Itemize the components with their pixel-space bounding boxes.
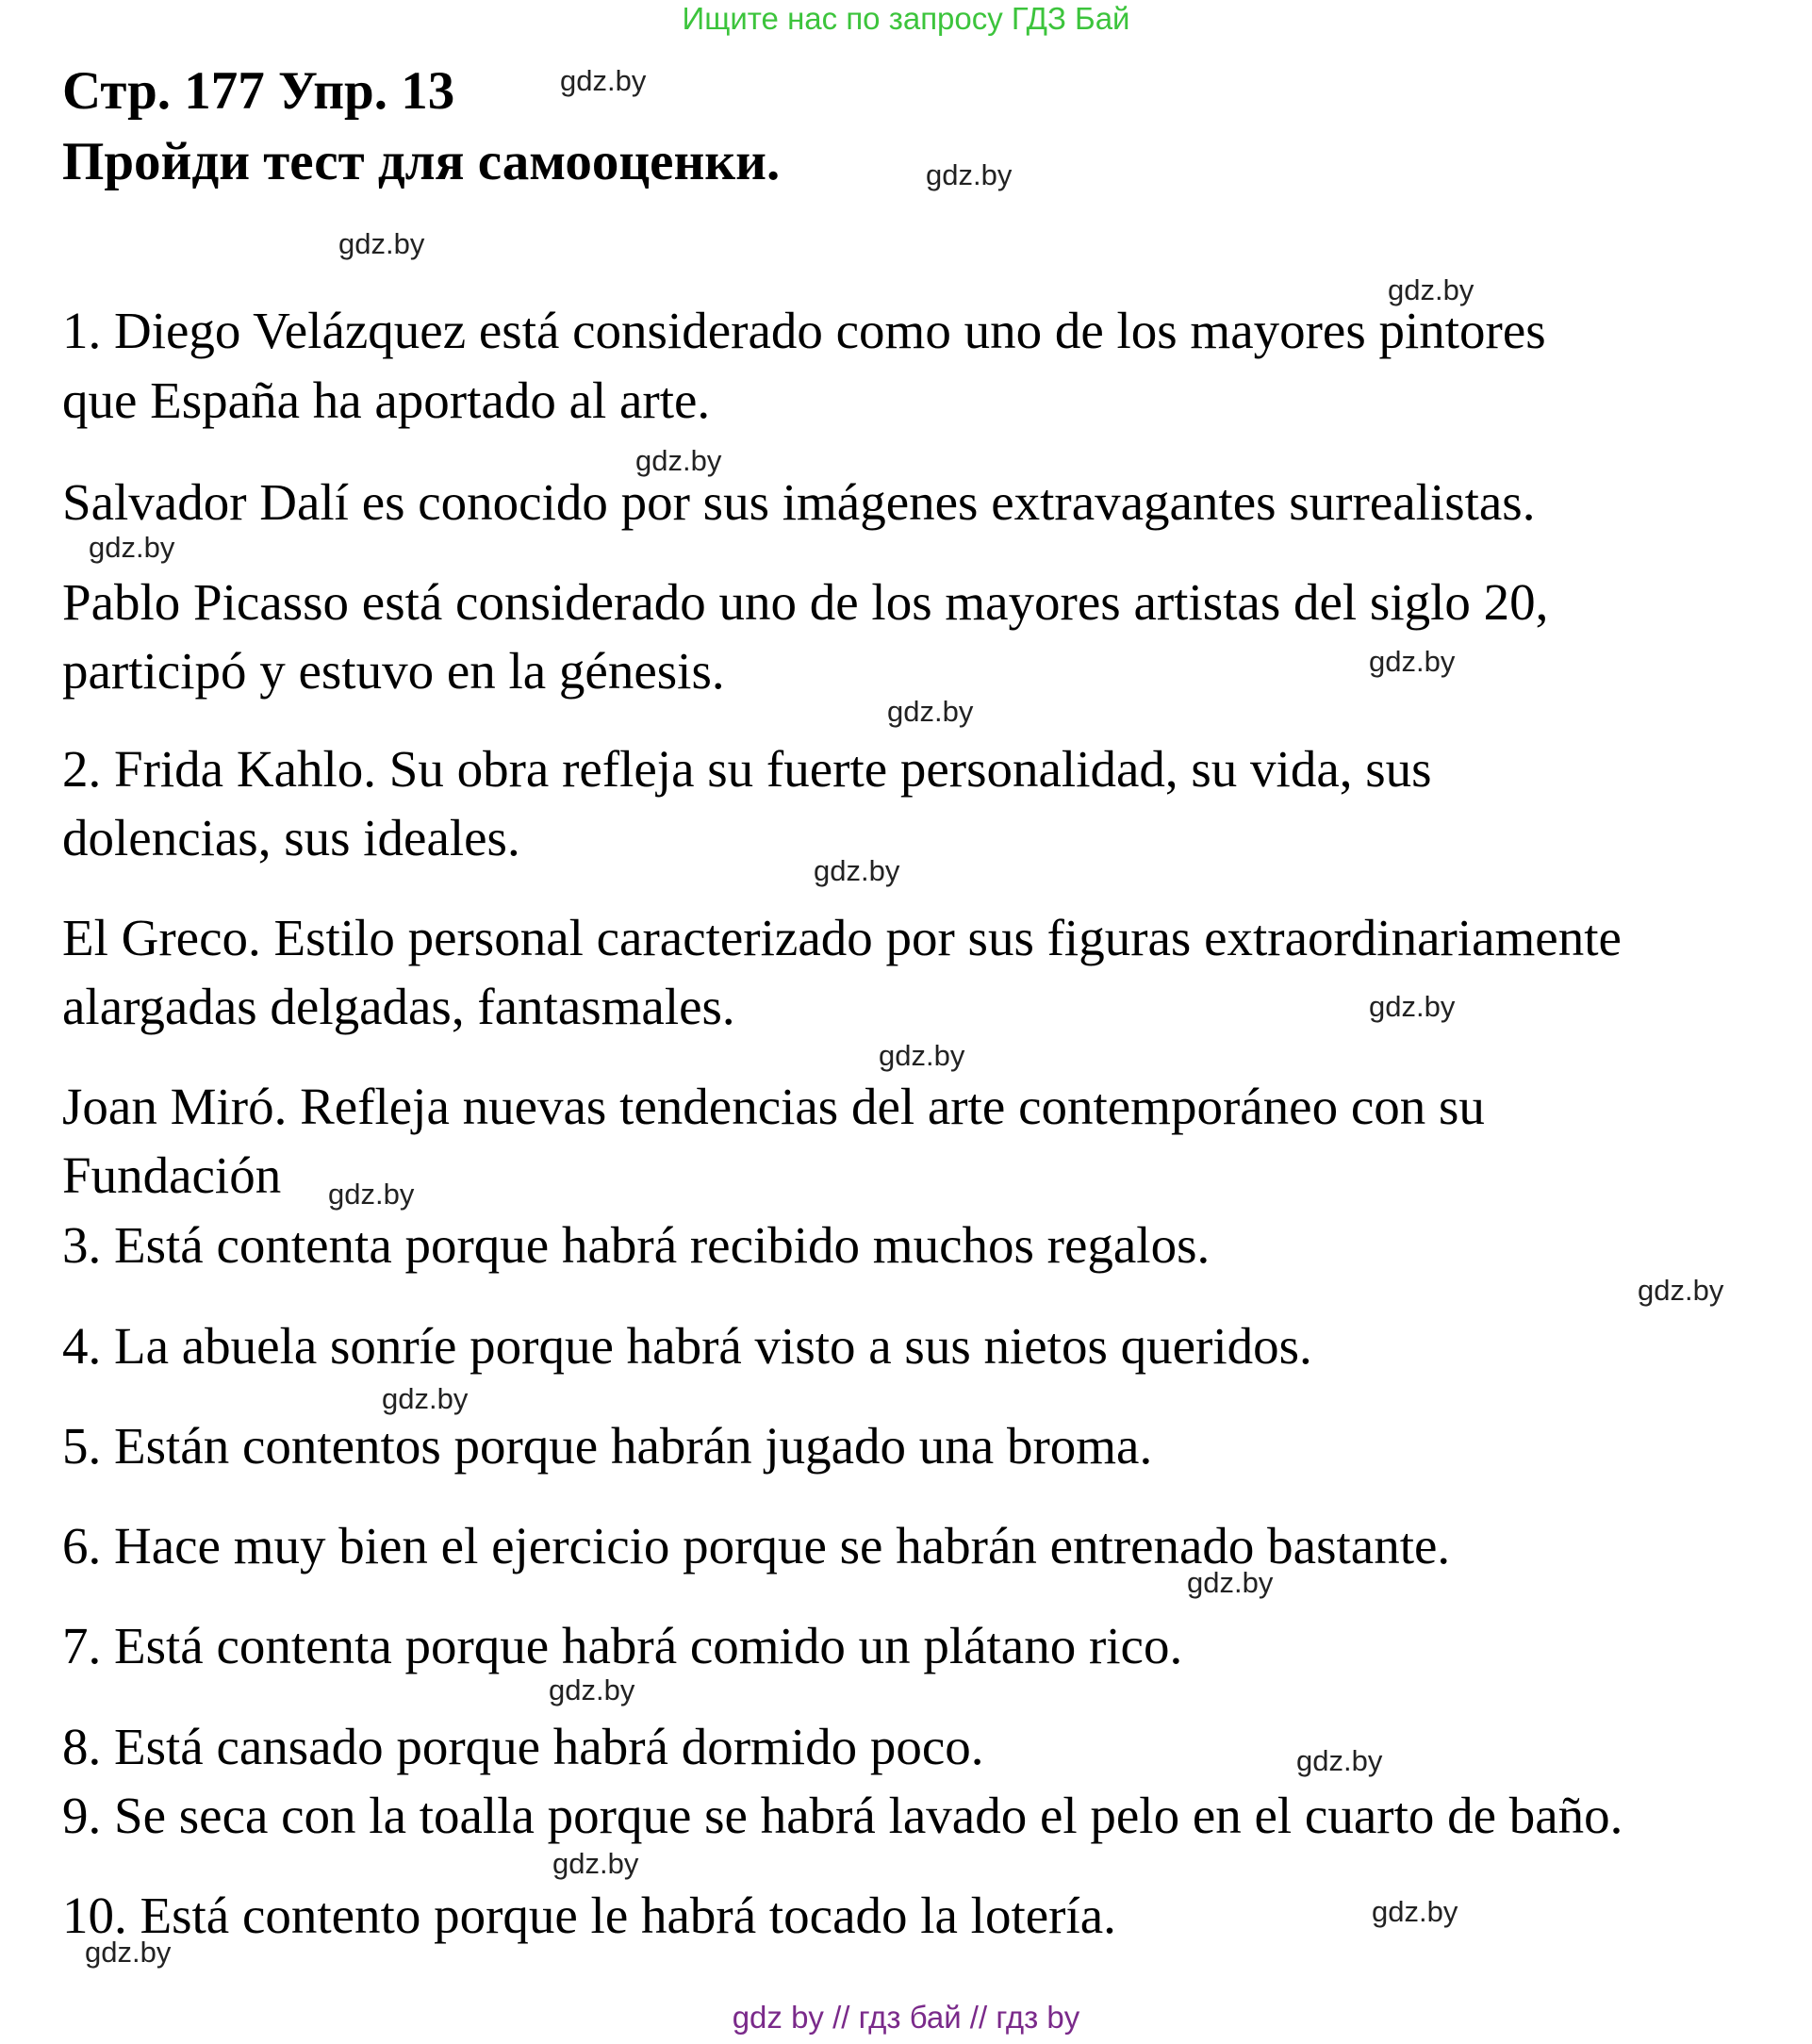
exercise-subtitle: Пройди тест для самооценки.: [62, 132, 781, 191]
watermark: gdz.by: [560, 64, 647, 97]
watermark: gdz.by: [1369, 645, 1456, 678]
watermark: gdz.by: [887, 695, 974, 728]
watermark: gdz.by: [552, 1847, 639, 1880]
answer-line: 10. Está contento porque le habrá tocado la lotería.: [62, 1887, 1116, 1944]
answer-line: 8. Está cansado porque habrá dormido poco.: [62, 1718, 984, 1775]
answer-line: alargadas delgadas, fantasmales.: [62, 978, 735, 1035]
watermark: gdz.by: [1638, 1274, 1724, 1307]
answer-line: 9. Se seca con la toalla porque se habrá lavado el pelo en el cuarto de baño.: [62, 1787, 1623, 1844]
answer-line: 4. La abuela sonríe porque habrá visto a sus nietos queridos.: [62, 1317, 1312, 1375]
answer-line: Salvador Dalí es conocido por sus imágenes extravagantes surrealistas.: [62, 473, 1536, 531]
watermark: gdz.by: [635, 444, 722, 477]
answer-line: participó y estuvo en la génesis.: [62, 642, 725, 700]
answer-line: Joan Miró. Refleja nuevas tendencias del arte contemporáneo con su: [62, 1078, 1485, 1135]
answer-line: El Greco. Estilo personal caracterizado por sus figuras extraordinariamente: [62, 909, 1622, 966]
answer-line: 5. Están contentos porque habrán jugado una broma.: [62, 1417, 1153, 1475]
footer-links: gdz by // гдз бай // гдз by: [732, 2000, 1080, 2035]
watermark: gdz.by: [85, 1936, 172, 1969]
watermark: gdz.by: [1187, 1566, 1274, 1599]
answer-line: Fundación: [62, 1146, 282, 1204]
answer-line: 7. Está contenta porque habrá comido un plátano rico.: [62, 1617, 1183, 1674]
answer-line: 6. Hace muy bien el ejercicio porque se habrán entrenado bastante.: [62, 1517, 1451, 1574]
watermark: gdz.by: [1296, 1744, 1383, 1777]
answer-line: 2. Frida Kahlo. Su obra refleja su fuerte personalidad, su vida, sus: [62, 740, 1432, 798]
answer-line: Pablo Picasso está considerado uno de los mayores artistas del siglo 20,: [62, 573, 1549, 631]
watermark: gdz.by: [879, 1039, 965, 1072]
watermark: gdz.by: [338, 227, 425, 260]
watermark: gdz.by: [549, 1673, 635, 1706]
answer-line: 3. Está contenta porque habrá recibido muchos regalos.: [62, 1216, 1211, 1274]
answer-line: que España ha aportado al arte.: [62, 371, 711, 429]
watermark: gdz.by: [382, 1382, 469, 1415]
page-title: Стр. 177 Упр. 13: [62, 61, 455, 121]
watermark: gdz.by: [328, 1178, 415, 1211]
watermark: gdz.by: [926, 158, 1013, 191]
watermark: gdz.by: [1388, 273, 1474, 306]
watermark: gdz.by: [1369, 990, 1456, 1023]
search-banner: Ищите нас по запросу ГДЗ Бай: [682, 1, 1130, 36]
watermark: gdz.by: [89, 531, 175, 564]
answer-line: 1. Diego Velázquez está considerado como uno de los mayores pintores: [62, 302, 1546, 359]
watermark: gdz.by: [1372, 1895, 1458, 1928]
answer-line: dolencias, sus ideales.: [62, 809, 520, 866]
watermark: gdz.by: [814, 854, 900, 887]
